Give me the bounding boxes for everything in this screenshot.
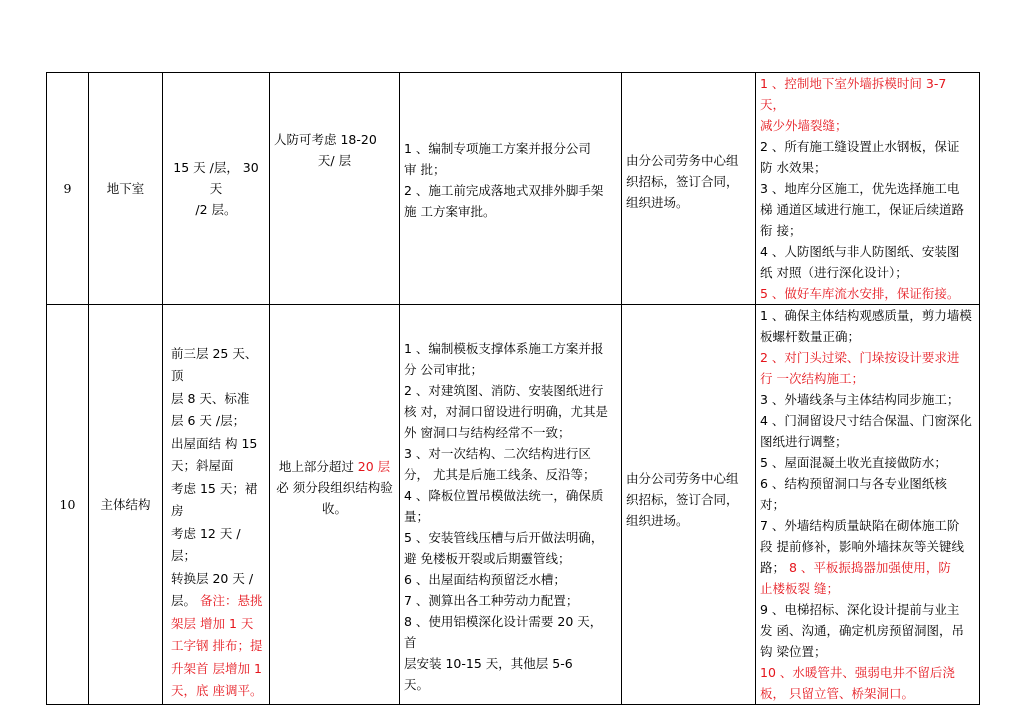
duration-line: 考虑 15 天；裙 xyxy=(171,480,258,496)
note-line: 3 、外墙线条与主体结构同步施工； xyxy=(760,392,960,407)
phase-name: 主体结构 xyxy=(89,305,163,705)
note-text: 路； xyxy=(760,560,786,575)
measure-line: 审 批； xyxy=(404,161,446,177)
note-line: 板， 只留立管、桥架洞口。 xyxy=(760,686,914,701)
acceptance-line: 必 须分段组织结构验 xyxy=(276,480,393,495)
duration-line: 前三层 25 天、 xyxy=(171,345,258,361)
duration-line: 层 6 天 /层； xyxy=(171,413,246,428)
labor-line: 织招标，签订合同， xyxy=(626,174,739,189)
duration-line: 天；斜屋面 xyxy=(171,458,234,473)
table-row xyxy=(47,73,980,305)
note-line: 板螺杆数量正确； xyxy=(760,329,861,344)
table-row xyxy=(47,305,980,705)
measures-cell xyxy=(400,305,622,705)
labor-line: 由分公司劳务中心组 xyxy=(626,153,739,168)
note-line: 减少外墙裂缝； xyxy=(760,118,848,133)
note-line: 对； xyxy=(760,497,786,512)
measure-line: 4 、降板位置吊模做法统一，确保质 xyxy=(404,488,604,503)
duration-line: 房 xyxy=(171,503,184,518)
measure-line: 避 免楼板开裂或后期靈管线； xyxy=(404,551,571,566)
note-line: 2 、对门头过梁、门垛按设计要求进 xyxy=(760,350,960,365)
measure-line: 施 工方案审批。 xyxy=(404,203,496,219)
duration-line: 天 xyxy=(209,181,223,196)
duration-line: /2 层。 xyxy=(195,202,237,217)
construction-plan-table xyxy=(46,72,980,705)
note-line: 5 、屋面混凝土收光直接做防水； xyxy=(760,455,947,470)
measure-line: 8 、使用铝模深化设计需要 20 天， xyxy=(404,614,603,629)
note-line: 衔 接； xyxy=(760,223,802,238)
phase-name: 地下室 xyxy=(89,73,163,305)
duration-line: 层； xyxy=(171,548,197,563)
acceptance-cell xyxy=(270,73,400,305)
note-line: 发 函、沟通，确定机房预留洞图，吊 xyxy=(760,623,964,638)
measure-line: 6 、出屋面结构预留泛水槽； xyxy=(404,572,566,587)
note-line: 4 、门洞留设尺寸结合保温、门窗深化 xyxy=(760,413,972,428)
note-line: 1 、确保主体结构观感质量，剪力墙模 xyxy=(760,308,972,323)
measure-line: 1 、编制模板支撑体系施工方案并报 xyxy=(404,341,604,356)
labor-line: 组织进场。 xyxy=(626,195,689,210)
acceptance-text: 地上部分超过 xyxy=(278,459,358,474)
remark-line: 升架首 层增加 1 xyxy=(171,660,262,676)
acceptance-cell xyxy=(270,305,400,705)
note-line: 梯 通道区域进行施工，保证后续道路 xyxy=(760,202,964,217)
measure-line: 5 、安装管线压槽与后开做法明确， xyxy=(404,530,604,545)
measures-cell xyxy=(400,73,622,305)
remark-line: 架层 增加 1 天 xyxy=(171,615,254,631)
acceptance-line: 人防可考虑 18-20 xyxy=(274,131,377,147)
note-line: 7 、外墙结构质量缺陷在砌体施工阶 xyxy=(760,518,960,533)
note-line: 钩 梁位置； xyxy=(760,644,827,659)
measure-line: 分 公司审批； xyxy=(404,362,483,377)
note-line: 止楼板裂 缝； xyxy=(760,581,839,596)
measure-line: 2 、施工前完成落地式双排外脚手架 xyxy=(404,182,604,198)
note-line: 防 水效果； xyxy=(760,160,827,175)
measure-line: 天。 xyxy=(404,677,430,692)
duration-line: 出屋面结 构 15 xyxy=(171,435,258,451)
remark-line: 天，底 座调平。 xyxy=(171,683,263,698)
note-line: 纸 对照（进行深化设计）； xyxy=(760,265,908,280)
note-line: 4 、人防图纸与非人防图纸、安装图 xyxy=(760,244,960,259)
measure-line: 量； xyxy=(404,509,430,524)
note-line: 天， xyxy=(760,97,786,112)
duration-cell xyxy=(163,305,270,705)
acceptance-line: 天/ 层 xyxy=(317,152,352,168)
duration-line: 顶 xyxy=(171,368,184,383)
row-number: 10 xyxy=(47,305,89,705)
note-highlight: 8 、平板振捣器加强使用，防 xyxy=(785,560,951,575)
note-line: 1 、控制地下室外墙拆模时间 3-7 xyxy=(760,76,947,91)
duration-tail: 层。 xyxy=(171,593,197,608)
row-number: 9 xyxy=(47,73,89,305)
labor-cell xyxy=(622,305,756,705)
note-line: 5 、做好车库流水安排，保证衔接。 xyxy=(760,286,960,301)
notes-cell xyxy=(756,73,980,305)
note-line: 9 、电梯招标、深化设计提前与业主 xyxy=(760,602,960,617)
duration-line: 层 8 天、标准 xyxy=(171,390,250,406)
labor-line: 组织进场。 xyxy=(626,513,689,528)
note-line: 6 、结构预留洞口与各专业图纸核 xyxy=(760,476,947,491)
duration-line: 考虑 12 天 / xyxy=(171,525,241,541)
note-line: 段 提前修补，影响外墙抹灰等关键线 xyxy=(760,539,964,554)
duration-line: 15 天 /层， 30 xyxy=(173,160,259,175)
labor-cell xyxy=(622,73,756,305)
labor-line: 织招标，签订合同， xyxy=(626,492,739,507)
measure-line: 分， 尤其是后施工线条、反沿等； xyxy=(404,467,596,482)
remark-line: 工字钢 排布；提 xyxy=(171,638,263,653)
measure-line: 核 对，对洞口留设进行明确，尤其是 xyxy=(404,404,608,419)
measure-line: 1 、编制专项施工方案并报分公司 xyxy=(404,140,591,156)
measure-line: 外 窗洞口与结构经常不一致； xyxy=(404,425,571,440)
acceptance-line xyxy=(274,456,395,477)
note-line xyxy=(760,557,975,578)
note-line: 图纸进行调整； xyxy=(760,434,848,449)
note-line: 3 、地库分区施工，优先选择施工电 xyxy=(760,181,960,196)
note-line: 行 一次结构施工； xyxy=(760,371,864,386)
labor-line: 由分公司劳务中心组 xyxy=(626,471,739,486)
measure-line: 2 、对建筑图、消防、安装图纸进行 xyxy=(404,383,604,398)
acceptance-line: 收。 xyxy=(321,501,347,516)
note-line: 2 、所有施工缝设置止水钢板，保证 xyxy=(760,139,960,154)
notes-cell xyxy=(756,305,980,705)
duration-line xyxy=(171,590,265,613)
measure-line: 3 、对一次结构、二次结构进行区 xyxy=(404,446,591,461)
measure-line: 7 、测算出各工种劳动力配置； xyxy=(404,593,579,608)
duration-line: 转换层 20 天 / xyxy=(171,570,254,586)
note-line: 10 、水暖管井、强弱电井不留后浇 xyxy=(760,665,955,680)
measure-line: 层安装 10-15 天，其他层 5-6 xyxy=(404,656,573,671)
remark-text: 备注：悬挑 xyxy=(196,593,263,608)
acceptance-highlight: 20 层 xyxy=(357,459,391,474)
measure-line: 首 xyxy=(404,635,417,650)
duration-cell xyxy=(163,73,270,305)
